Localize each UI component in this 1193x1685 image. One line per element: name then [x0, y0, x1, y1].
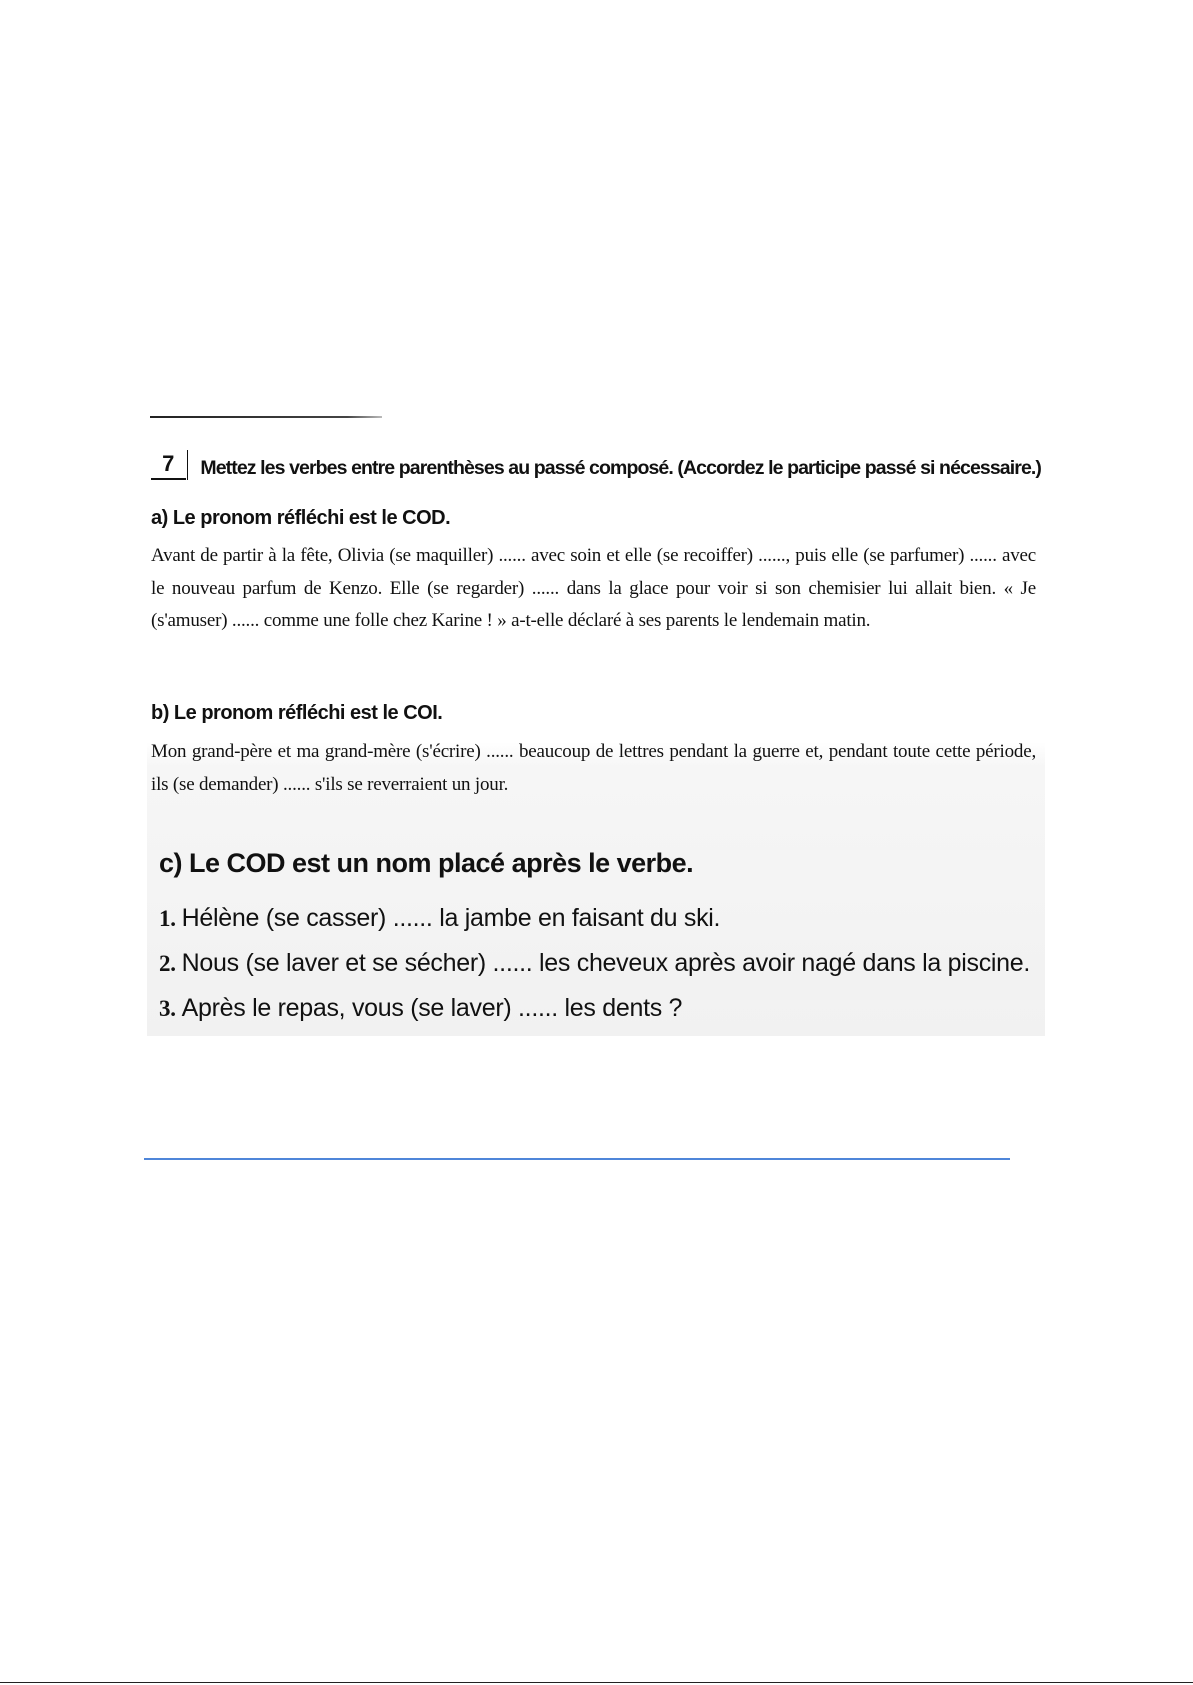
exercise-number: 7: [151, 451, 186, 480]
section-a-paragraph: Avant de partir à la fête, Olivia (se maquiller) ...... avec soin et elle (se recoiffer) ......, puis elle (se parfumer) ...... avec le nouveau parfum de Kenzo. Elle (se regarder) ...... dans la glace pour voir si son chemisier lui allait bien. « Je (s'amuser) ...... comme une folle chez Karine ! » a-t-elle déclaré à ses parents le lendemain matin.: [151, 545, 1036, 631]
list-item-text: Après le repas, vous (se laver) ...... les dents ?: [181, 994, 683, 1022]
exercise-instruction: Mettez les verbes entre parenthèses au passé composé. (Accordez le participe passé si nécessaire.): [200, 457, 1041, 479]
list-item-number: 3.: [159, 996, 176, 1021]
section-c-heading: c) Le COD est un nom placé après le verbe.: [159, 848, 694, 878]
list-item-text: Hélène (se casser) ...... la jambe en faisant du ski.: [181, 904, 721, 932]
blue-divider: [144, 1158, 1010, 1160]
section-b-paragraph: Mon grand-père et ma grand-mère (s'écrire) ...... beaucoup de lettres pendant la guerre et, pendant toute cette période, ils (se demander) ...... s'ils se reverraient un jour.: [151, 741, 1036, 795]
exercise-number-separator: [187, 450, 189, 480]
list-item: [159, 941, 1030, 986]
section-a-heading: a) Le pronom réfléchi est le COD.: [151, 507, 451, 529]
list-item-text: Nous (se laver et se sécher) ...... les cheveux après avoir nagé dans la piscine.: [181, 949, 1031, 977]
list-item-number: 1.: [159, 906, 176, 931]
section-c-list: [159, 896, 1030, 1031]
list-item: [159, 896, 1030, 941]
section-b-heading: b) Le pronom réfléchi est le COI.: [151, 702, 443, 724]
exercise-scan: [147, 424, 1045, 1036]
page-bottom-border: [0, 1682, 1193, 1683]
list-item: [159, 986, 1030, 1031]
exercise-header: [151, 450, 1041, 480]
top-decorative-rule: [150, 416, 382, 418]
list-item-number: 2.: [159, 951, 176, 976]
